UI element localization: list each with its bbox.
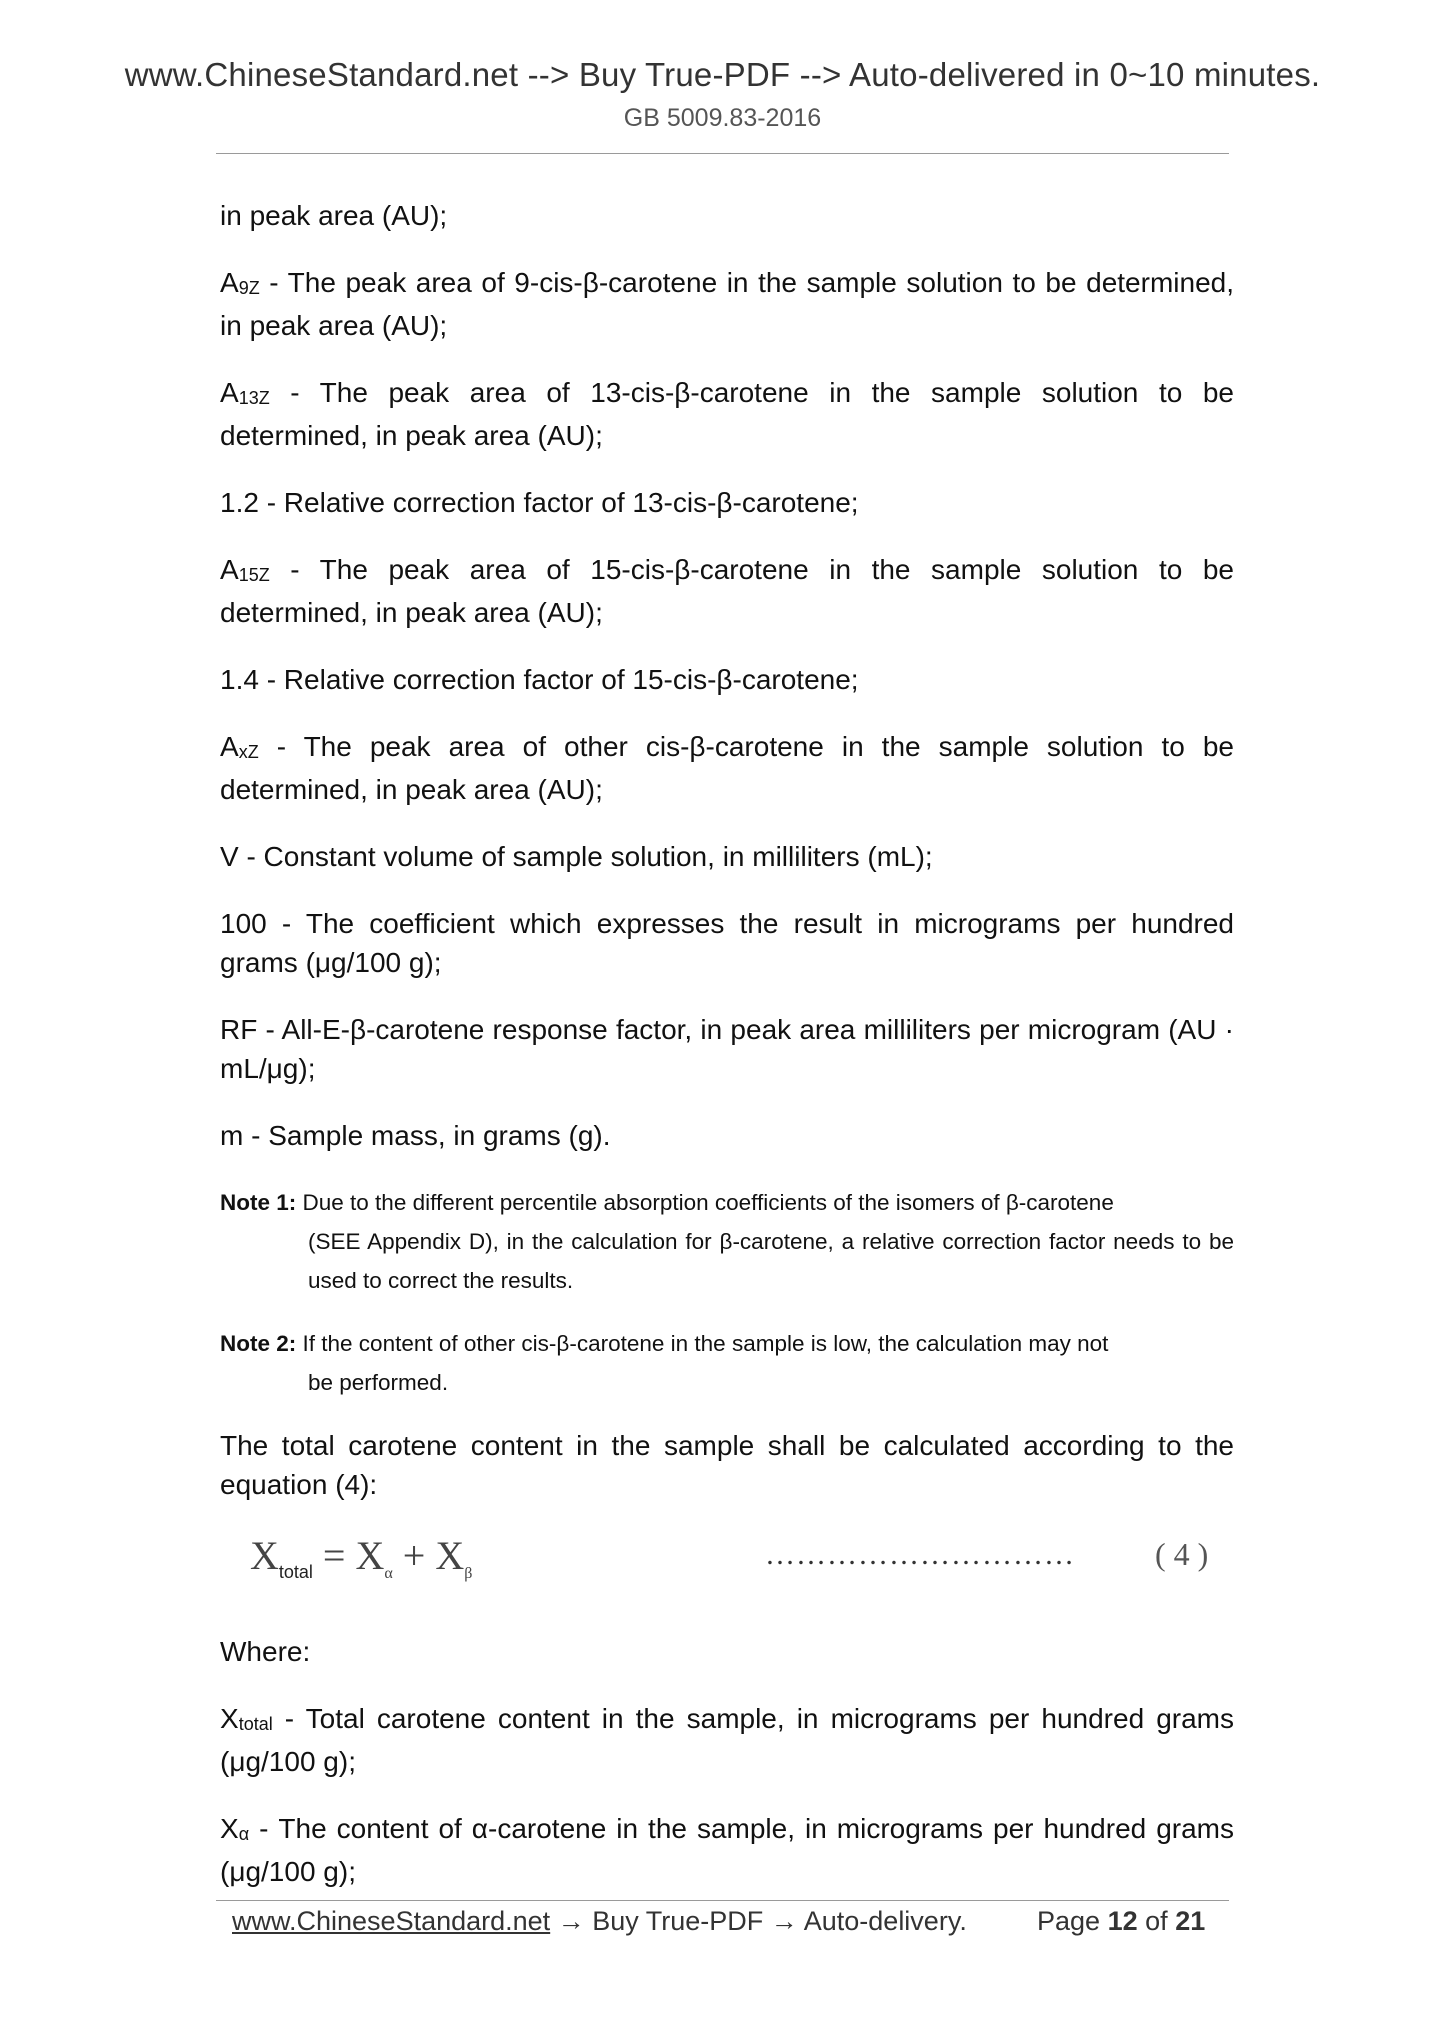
eq-x-beta: X [435, 1533, 465, 1578]
header-banner: www.ChineseStandard.net --> Buy True-PDF --> Auto-delivered in 0~10 minutes. [124, 56, 1321, 93]
definition-axz [220, 727, 1234, 809]
symbol-subscript: xZ [238, 742, 259, 762]
symbol: A [220, 377, 239, 408]
note-text-continued: (SEE Appendix D), in the calculation for β-carotene, a relative correction factor needs to be used to correct the results. [308, 1229, 1234, 1293]
definition-text: - The peak area of other cis-β-carotene in the sample solution to be determined, in peak area (AU); [220, 731, 1234, 805]
footer-site-link[interactable]: www.ChineseStandard.net [232, 1906, 551, 1936]
definition-factor-15: 1.4 - Relative correction factor of 15-cis-β-carotene; [220, 664, 859, 695]
definition-factor-13: 1.2 - Relative correction factor of 13-cis-β-carotene; [220, 487, 859, 518]
page-footer [232, 1906, 1232, 1937]
definition-text: - The peak area of 15-cis-β-carotene in the sample solution to be determined, in peak area (AU); [220, 554, 1234, 628]
page-total: 21 [1175, 1906, 1206, 1936]
symbol-subscript: 9Z [238, 278, 260, 298]
symbol: A [220, 267, 239, 298]
eq-equals: = [312, 1533, 356, 1578]
symbol: A [220, 554, 239, 585]
eq-plus: + [392, 1533, 436, 1578]
symbol: A [220, 731, 239, 762]
definition-text: - Total carotene content in the sample, in micrograms per hundred grams (μg/100 g); [220, 1703, 1234, 1777]
where-label: Where: [220, 1636, 311, 1667]
equation-number: ( 4 ) [1155, 1536, 1209, 1572]
definition-text: - The peak area of 9-cis-β-carotene in the sample solution to be determined, in peak area (AU); [220, 267, 1234, 341]
definition-xtotal [220, 1699, 1234, 1781]
total-carotene-intro: The total carotene content in the sample shall be calculated according to the equation (4): [220, 1430, 1234, 1500]
paragraph-continued: in peak area (AU); [220, 200, 448, 231]
symbol: X [220, 1813, 239, 1844]
definition-a15z [220, 550, 1234, 632]
definition-a13z [220, 373, 1234, 455]
eq-x-alpha: X [355, 1533, 385, 1578]
document-body [220, 196, 1234, 1919]
note-label: Note 1: [220, 1190, 297, 1215]
eq-x-beta-subscript: β [464, 1565, 473, 1582]
definition-a9z [220, 263, 1234, 345]
note-text: Due to the different percentile absorption coefficients of the isomers of β-carotene [296, 1190, 1114, 1215]
symbol-subscript: α [238, 1824, 250, 1844]
definition-100: 100 - The coefficient which expresses the result in micrograms per hundred grams (μg/100 g); [220, 908, 1234, 978]
header-divider [216, 153, 1229, 154]
symbol-subscript: 15Z [238, 565, 270, 585]
definition-text: - The peak area of 13-cis-β-carotene in the sample solution to be determined, in peak area (AU); [220, 377, 1234, 451]
definition-xalpha [220, 1809, 1234, 1891]
eq-lhs: X [250, 1533, 279, 1578]
note-text: If the content of other cis-β-carotene in the sample is low, the calculation may not [296, 1331, 1109, 1356]
page-indicator [1037, 1906, 1205, 1937]
footer-divider [216, 1900, 1229, 1901]
definition-rf: RF - All-E-β-carotene response factor, in peak area milliliters per microgram (AU · mL/μg); [220, 1014, 1234, 1084]
equation-formula [250, 1532, 472, 1583]
definition-m: m - Sample mass, in grams (g). [220, 1120, 611, 1151]
definition-v: V - Constant volume of sample solution, in milliliters (mL); [220, 841, 933, 872]
note-label: Note 2: [220, 1331, 297, 1356]
equation-4 [220, 1532, 1234, 1602]
equation-leader-dots: ………………………… [765, 1538, 1075, 1571]
of-word: of [1145, 1906, 1168, 1936]
note-2 [220, 1324, 1234, 1402]
footer-promo-text: → Buy True-PDF → Auto-delivery. [550, 1906, 967, 1936]
standard-number: GB 5009.83-2016 [623, 104, 822, 132]
page-number: 12 [1107, 1906, 1138, 1936]
symbol-subscript: 13Z [238, 388, 270, 408]
symbol: X [220, 1703, 239, 1734]
note-1 [220, 1183, 1234, 1300]
page-word: Page [1037, 1906, 1101, 1936]
eq-lhs-subscript: total [278, 1562, 313, 1582]
symbol-subscript: total [238, 1714, 273, 1734]
note-text-continued: be performed. [308, 1370, 449, 1395]
eq-x-alpha-subscript: α [384, 1565, 393, 1582]
definition-text: - The content of α-carotene in the sample, in micrograms per hundred grams (μg/100 g); [220, 1813, 1234, 1887]
